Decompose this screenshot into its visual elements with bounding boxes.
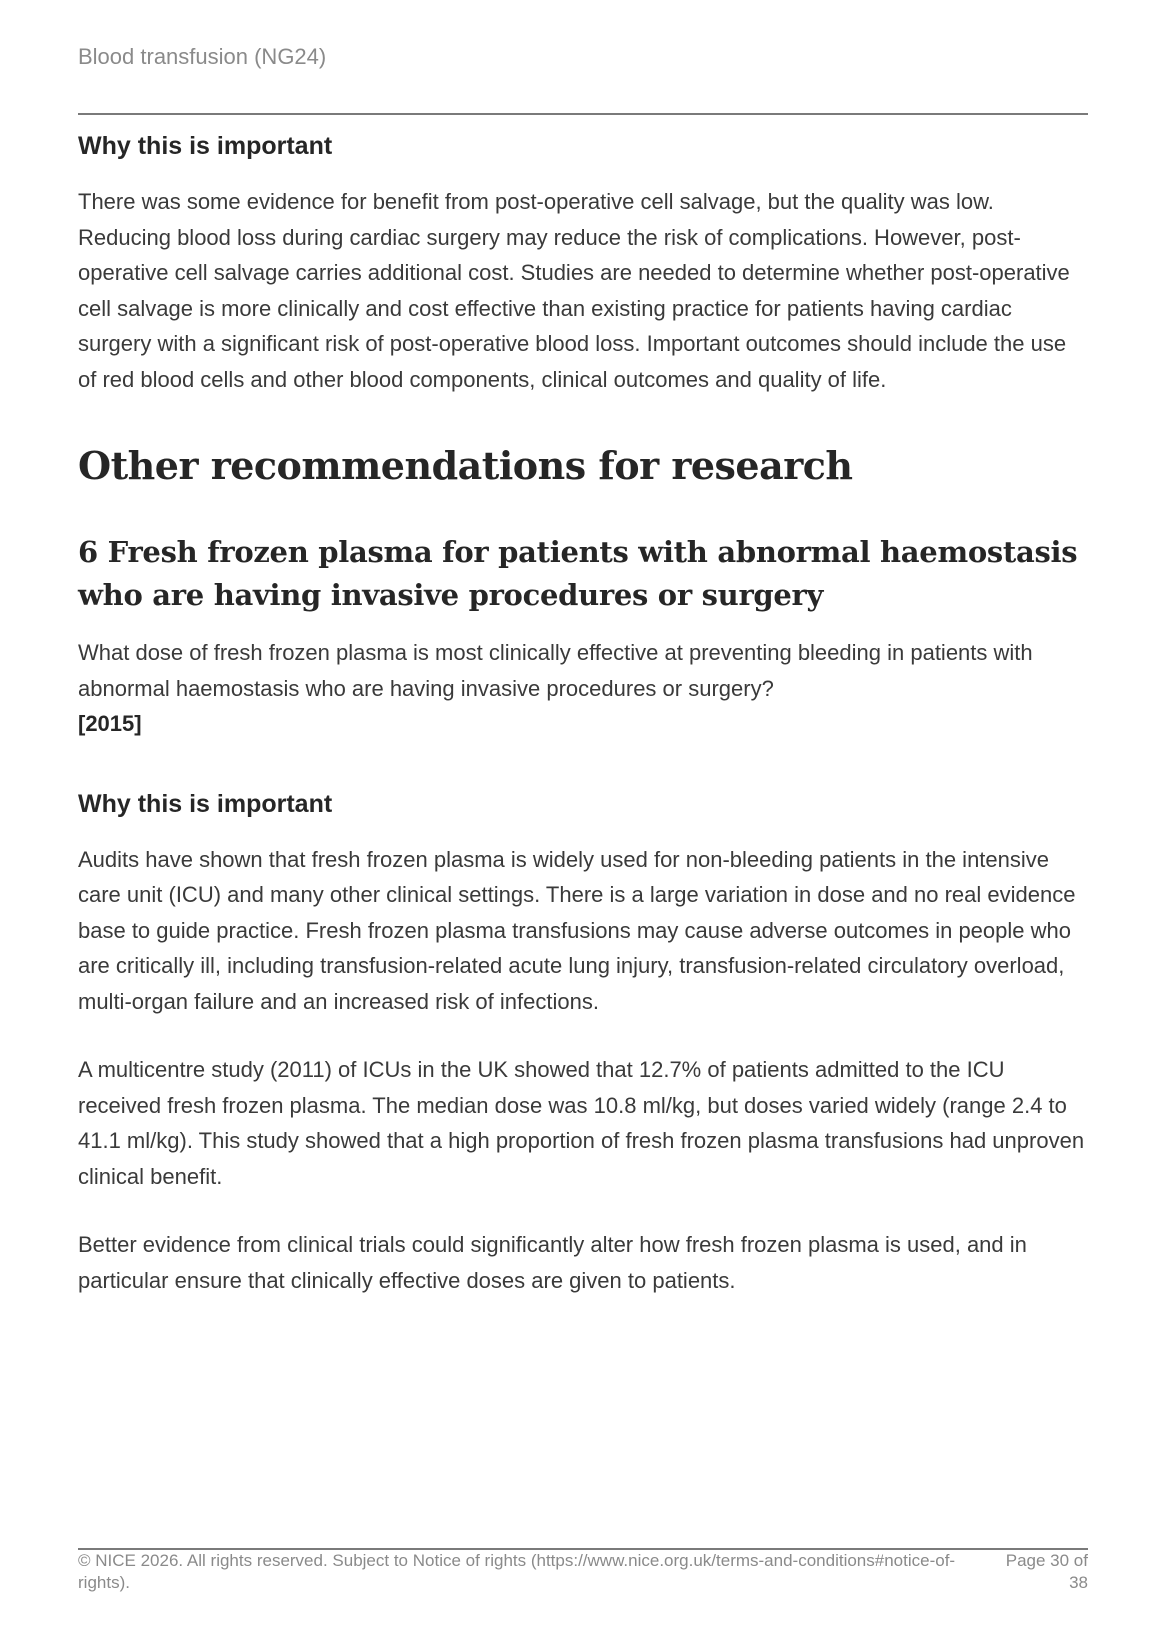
year-tag: [2015] — [78, 711, 142, 736]
other-recommendations-heading: Other recommendations for research — [78, 443, 853, 488]
header-divider — [78, 113, 1088, 115]
why-important-paragraph-3: A multicentre study (2011) of ICUs in the UK showed that 12.7% of patients admitted to the ICU received fresh frozen plasma. The median dose was 10.8 ml/kg, but doses varied widely (range 2.4 to 41.1 ml/kg). This study showed that a high proportion of fresh frozen plasma transfusions had unproven clinical benefit. — [78, 1057, 1085, 1189]
page-number: Page 30 of 38 — [1005, 1551, 1088, 1592]
why-important-paragraph-4: Better evidence from clinical trials could significantly alter how fresh frozen plasma is used, and in particular ensure that clinically effective doses are given to patients. — [78, 1232, 1027, 1293]
page-footer — [78, 1550, 1088, 1594]
research-question-text: What dose of fresh frozen plasma is most clinically effective at preventing bleeding in patients with abnormal haemostasis who are having invasive procedures or surgery? — [78, 640, 1033, 701]
research-question — [78, 635, 1088, 742]
page-content — [78, 128, 1088, 1298]
why-important-heading-2: Why this is important — [78, 789, 333, 818]
copyright-notice: © NICE 2026. All rights reserved. Subject to Notice of rights (https://www.nice.org.uk/terms-and-conditions#notice-of-rights). — [78, 1551, 956, 1592]
why-important-paragraph-1: There was some evidence for benefit from post-operative cell salvage, but the quality was low. Reducing blood loss during cardiac surgery may reduce the risk of complications. However, post-operative cell salvage carries additional cost. Studies are needed to determine whether post-operative cell salvage is more clinically and cost effective than existing practice for patients having cardiac surgery with a significant risk of post-operative blood loss. Important outcomes should include the use of red blood cells and other blood components, clinical outcomes and quality of life. — [78, 189, 1070, 392]
running-header: Blood transfusion (NG24) — [78, 44, 327, 69]
why-important-paragraph-2: Audits have shown that fresh frozen plasma is widely used for non-bleeding patients in the intensive care unit (ICU) and many other clinical settings. There is a large variation in dose and no real evidence base to guide practice. Fresh frozen plasma transfusions may cause adverse outcomes in people who are critically ill, including transfusion-related acute lung injury, transfusion-related circulatory overload, multi-organ failure and an increased risk of infections. — [78, 846, 1076, 1014]
recommendation-6-heading: 6 Fresh frozen plasma for patients with abnormal haemostasis who are having invasive procedures or surgery — [78, 535, 1078, 612]
why-important-heading-1: Why this is important — [78, 132, 333, 160]
